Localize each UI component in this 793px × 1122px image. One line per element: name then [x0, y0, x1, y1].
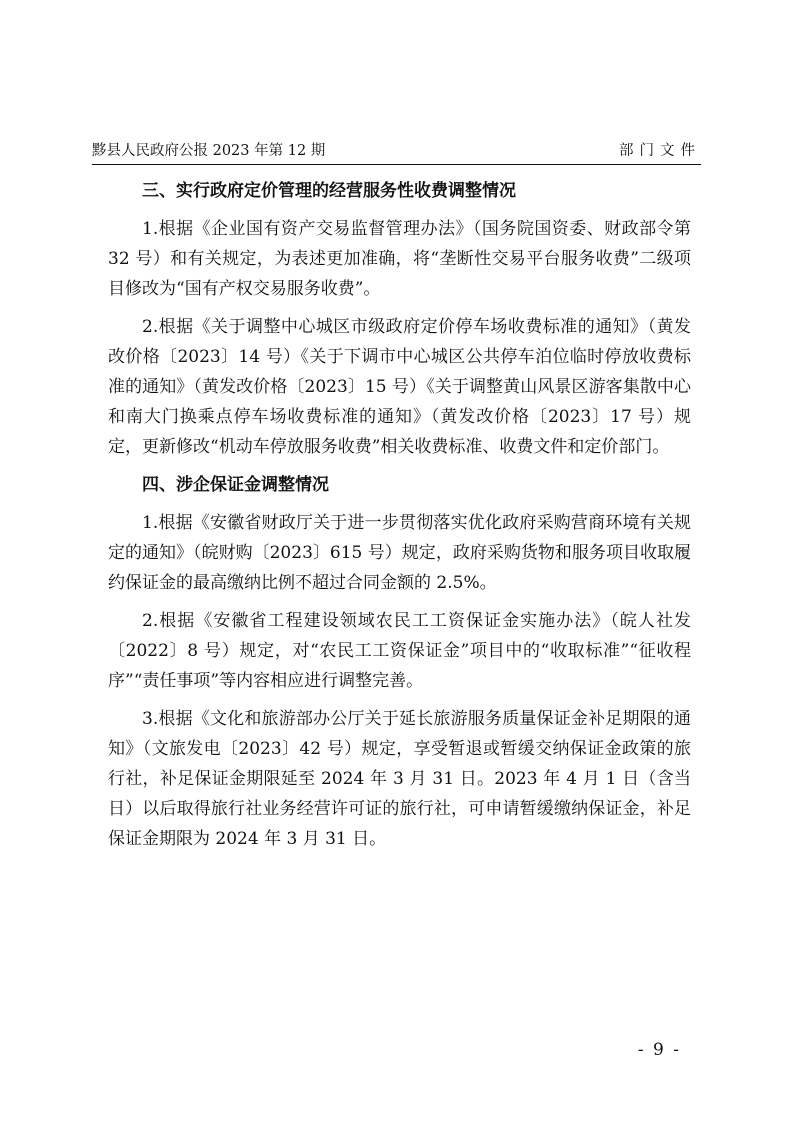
paragraph: 3.根据《文化和旅游部办公厅关于延长旅游服务质量保证金补足期限的通知》（文旅发电〔2023〕42 号）规定，享受暂退或暂缓交纳保证金政策的旅行社，补足保证金期限延至 2024 年 3 月 31 日。2023 年 4 月 1 日（含当日）以后取得旅行社业务经营许可证的旅行社，可申请暂缓缴纳保证金，补足保证金期限为 2024 年 3 月 31 日。 — [108, 709, 691, 849]
paragraph: 2.根据《关于调整中心城区市级政府定价停车场收费标准的通知》（黄发改价格〔2023〕14 号）《关于下调市中心城区公共停车泊位临时停放收费标准的通知》（黄发改价格〔2023〕15 号）《关于调整黄山风景区游客集散中心和南大门换乘点停车场收费标准的通知》（黄发改价格〔2023〕17 号）规定，更新修改“机动车停放服务收费”相关收费标准、收费文件和定价部门。 — [108, 317, 691, 457]
paragraph: 1.根据《安徽省财政厅关于进一步贯彻落实优化政府采购营商环境有关规定的通知》（皖财购〔2023〕615 号）规定，政府采购货物和服务项目收取履约保证金的最高缴纳比例不超过合同金额的 2.5%。 — [108, 513, 691, 593]
paragraph: 1.根据《企业国有资产交易监督管理办法》（国务院国资委、财政部令第 32 号）和有关规定，为表述更加准确，将“垄断性交易平台服务收费”二级项目修改为“国有产权交易服务收费”。 — [108, 219, 691, 299]
section-pricing-adjustments — [108, 176, 691, 462]
section-heading: 四、涉企保证金调整情况 — [142, 475, 329, 495]
section-deposit-adjustments — [108, 470, 691, 854]
section-heading: 三、实行政府定价管理的经营服务性收费调整情况 — [142, 181, 516, 201]
page-number: - 9 - — [637, 1040, 681, 1060]
paragraph: 2.根据《安徽省工程建设领域农民工工资保证金实施办法》（皖人社发〔2022〕8 号）规定，对“农民工工资保证金”项目中的“收取标准”“征收程序”“责任事项”等内容相应进行调整完善。 — [108, 611, 691, 691]
page-header — [92, 140, 701, 165]
publication-title: 黟县人民政府公报 2023 年第 12 期 — [92, 143, 326, 159]
document-body — [108, 176, 691, 862]
document-category: 部门文件 — [619, 143, 701, 159]
